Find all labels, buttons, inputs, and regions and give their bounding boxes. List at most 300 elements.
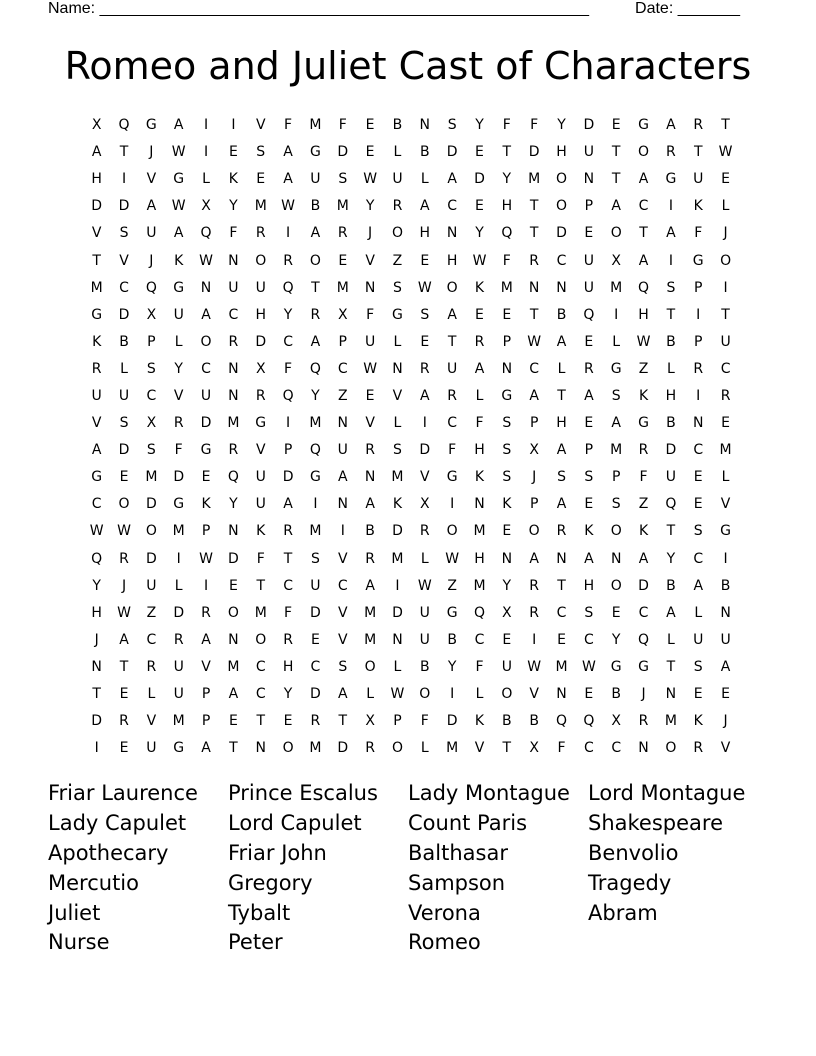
grid-letter: U (447, 360, 458, 377)
grid-letter: O (528, 523, 540, 540)
grid-letter: D (118, 198, 130, 215)
grid-letter: W (390, 686, 405, 703)
grid-letter: K (201, 496, 211, 513)
grid-letter: G (173, 740, 185, 757)
grid-letter: T (529, 306, 539, 323)
word-list-item: Sampson (408, 870, 506, 895)
grid-letter: X (611, 713, 621, 730)
grid-letter: E (365, 144, 375, 161)
word-list-item: Lady Montague (408, 781, 570, 805)
grid-letter: O (665, 740, 677, 757)
grid-letter: K (174, 252, 184, 269)
grid-letter: G (638, 117, 649, 134)
grid-letter: N (228, 252, 239, 269)
grid-letter: A (119, 631, 129, 648)
grid-letter: R (720, 387, 731, 404)
grid-letter: K (474, 469, 485, 486)
grid-letter: I (203, 117, 209, 134)
grid-letter: Y (365, 198, 375, 215)
grid-letter: D (282, 469, 294, 486)
grid-letter: Y (229, 198, 238, 215)
grid-letter: E (201, 469, 211, 486)
grid-letter: J (723, 225, 728, 242)
grid-letter: B (419, 658, 430, 675)
grid-letter: R (255, 225, 266, 242)
grid-letter: V (91, 225, 102, 242)
grid-letter: V (420, 469, 430, 486)
grid-letter: G (638, 658, 649, 675)
grid-letter: U (583, 279, 594, 296)
grid-letter: O (309, 252, 321, 269)
grid-letter: R (365, 740, 375, 757)
grid-letter: C (255, 658, 266, 675)
grid-letter: C (720, 360, 731, 377)
grid-letter: G (446, 469, 458, 486)
grid-letter: S (338, 658, 348, 675)
grid-row (83, 166, 741, 193)
grid-letter: H (255, 306, 266, 323)
grid-letter: E (475, 306, 484, 323)
grid-letter: I (668, 252, 673, 269)
grid-letter: Z (337, 387, 348, 404)
grid-letter: N (610, 550, 622, 567)
grid-letter: A (638, 171, 649, 188)
grid-letter: E (502, 523, 512, 540)
grid-letter: S (584, 604, 594, 621)
grid-letter: W (445, 550, 460, 567)
grid-letter: V (365, 252, 375, 269)
grid-letter: D (310, 604, 321, 621)
grid-letter: G (309, 144, 321, 161)
grid-letter: I (723, 279, 728, 296)
grid-letter: Y (174, 360, 183, 377)
grid-letter: C (146, 387, 157, 404)
grid-letter: P (584, 198, 594, 215)
grid-letter: F (284, 117, 293, 134)
grid-row (83, 329, 741, 356)
grid-row (83, 464, 741, 491)
grid-letter: C (228, 306, 239, 323)
word-list-item: Benvolio (588, 840, 679, 865)
grid-letter: S (146, 442, 156, 459)
grid-letter: O (282, 740, 294, 757)
grid-letter: M (309, 523, 322, 540)
grid-letter: P (201, 523, 211, 540)
grid-row (83, 275, 741, 302)
grid-letter: I (203, 144, 209, 161)
grid-letter: N (255, 740, 266, 757)
grid-letter: Q (118, 117, 130, 134)
grid-letter: H (638, 306, 649, 323)
grid-letter: S (447, 117, 457, 134)
grid-letter: T (529, 225, 539, 242)
grid-letter: P (147, 333, 156, 350)
page-title: Romeo and Juliet Cast of Characters (64, 44, 752, 88)
grid-letter: N (200, 279, 212, 296)
grid-letter: N (337, 496, 348, 513)
grid-letter: U (146, 225, 157, 242)
grid-letter: A (529, 387, 539, 404)
grid-letter: W (171, 144, 186, 161)
grid-letter: G (720, 523, 731, 540)
grid-letter: U (720, 631, 731, 648)
grid-letter: W (527, 333, 542, 350)
grid-letter: K (256, 523, 266, 540)
grid-letter: M (172, 523, 185, 540)
grid-letter: X (255, 360, 266, 377)
grid-letter: M (145, 469, 158, 486)
grid-letter: F (557, 740, 566, 757)
grid-letter: K (474, 279, 485, 296)
grid-letter: N (228, 523, 239, 540)
grid-letter: W (363, 171, 378, 188)
grid-letter: S (693, 658, 703, 675)
grid-letter: Q (145, 279, 157, 296)
grid-letter: F (420, 713, 429, 730)
grid-letter: E (420, 252, 430, 269)
grid-letter: X (146, 415, 157, 432)
grid-letter: G (91, 469, 103, 486)
grid-letter: C (337, 360, 348, 377)
grid-row (83, 356, 741, 383)
grid-letter: C (638, 198, 649, 215)
grid-letter: U (255, 469, 266, 486)
grid-letter: E (584, 686, 594, 703)
grid-letter: E (584, 496, 594, 513)
grid-letter: G (610, 360, 622, 377)
grid-letter: O (446, 279, 458, 296)
grid-letter: A (447, 171, 457, 188)
grid-letter: T (119, 658, 129, 675)
grid-letter: J (368, 225, 373, 242)
grid-row (83, 627, 741, 654)
grid-letter: U (665, 469, 677, 486)
grid-letter: H (474, 442, 485, 459)
grid-letter: A (720, 658, 731, 675)
grid-letter: S (502, 442, 512, 459)
grid-letter: L (666, 360, 675, 377)
grid-letter: R (91, 360, 102, 377)
grid-letter: O (118, 496, 130, 513)
grid-letter: S (502, 415, 512, 432)
grid-letter: W (171, 198, 186, 215)
grid-letter: E (721, 415, 730, 432)
grid-letter: B (310, 198, 321, 215)
grid-letter: O (419, 686, 431, 703)
grid-letter: F (475, 658, 484, 675)
grid-letter: A (310, 225, 321, 242)
grid-letter: E (119, 686, 129, 703)
grid-letter: W (417, 279, 432, 296)
grid-letter: X (201, 198, 211, 215)
grid-letter: Y (502, 171, 512, 188)
grid-letter: C (693, 442, 704, 459)
grid-letter: O (145, 523, 157, 540)
grid-letter: S (666, 279, 676, 296)
grid-letter: F (256, 550, 265, 567)
grid-letter: O (391, 740, 403, 757)
grid-letter: F (366, 306, 375, 323)
grid-letter: V (119, 252, 129, 269)
grid-letter: U (419, 631, 430, 648)
grid-letter: A (584, 387, 594, 404)
grid-letter: O (638, 144, 650, 161)
grid-letter: G (145, 117, 157, 134)
grid-letter: H (501, 198, 513, 215)
grid-letter: N (528, 279, 540, 296)
grid-letter: Q (309, 442, 321, 459)
grid-letter: R (310, 713, 321, 730)
grid-row (83, 654, 741, 681)
grid-letter: K (502, 496, 512, 513)
grid-letter: L (666, 631, 675, 648)
grid-letter: W (417, 577, 432, 594)
grid-letter: D (91, 198, 103, 215)
grid-letter: A (228, 686, 239, 703)
grid-letter: S (611, 496, 621, 513)
grid-letter: R (419, 360, 430, 377)
grid-letter: I (203, 577, 209, 594)
grid-letter: C (638, 604, 649, 621)
word-list-item: Balthasar (408, 840, 508, 865)
grid-letter: D (310, 686, 321, 703)
name-field-label: Name: _______________________________________________________ (48, 0, 589, 17)
grid-letter: I (668, 198, 673, 215)
grid-letter: D (118, 306, 130, 323)
grid-letter: I (340, 523, 345, 540)
grid-letter: C (556, 252, 567, 269)
grid-letter: M (391, 469, 404, 486)
grid-letter: I (395, 577, 400, 594)
grid-letter: G (173, 279, 185, 296)
grid-letter: L (420, 171, 429, 188)
grid-letter: K (638, 387, 649, 404)
grid-letter: S (584, 469, 594, 486)
grid-letter: U (364, 333, 376, 350)
grid-letter: L (393, 415, 402, 432)
grid-letter: R (119, 550, 129, 567)
grid-letter: D (145, 550, 157, 567)
grid-letter: J (121, 577, 127, 594)
grid-letter: H (91, 604, 102, 621)
grid-letter: E (693, 469, 703, 486)
grid-letter: G (665, 171, 677, 188)
word-list-item: Tragedy (588, 870, 672, 895)
grid-letter: X (337, 306, 348, 323)
grid-letter: L (120, 360, 128, 377)
grid-letter: A (283, 496, 293, 513)
grid-letter: K (392, 496, 403, 513)
grid-letter: A (556, 496, 567, 513)
grid-letter: A (638, 550, 649, 567)
grid-letter: E (256, 171, 266, 188)
grid-letter: U (720, 333, 731, 350)
grid-letter: Q (282, 387, 294, 404)
grid-letter: U (173, 658, 184, 675)
grid-letter: E (693, 496, 703, 513)
grid-letter: N (364, 469, 376, 486)
grid-letter: U (200, 387, 212, 404)
grid-letter: I (286, 225, 291, 242)
grid-letter: W (89, 523, 104, 540)
grid-letter: A (146, 198, 157, 215)
grid-letter: G (91, 306, 103, 323)
grid-letter: E (584, 415, 594, 432)
grid-letter: D (474, 171, 485, 188)
grid-letter: Z (638, 360, 649, 377)
grid-letter: N (392, 360, 403, 377)
grid-row (83, 681, 741, 708)
grid-letter: V (337, 604, 348, 621)
grid-letter: S (611, 387, 621, 404)
grid-letter: Y (283, 306, 293, 323)
grid-letter: B (419, 144, 430, 161)
grid-letter: X (365, 713, 375, 730)
grid-letter: U (583, 252, 594, 269)
grid-letter: Y (557, 117, 566, 134)
grid-letter: P (611, 469, 621, 486)
grid-letter: D (255, 333, 267, 350)
date-field-label: Date: _______ (635, 0, 740, 17)
grid-letter: W (636, 333, 651, 350)
grid-letter: P (529, 415, 539, 432)
grid-row (83, 410, 741, 437)
grid-letter: W (527, 658, 542, 675)
grid-letter: U (693, 631, 704, 648)
word-list-item: Juliet (48, 900, 101, 925)
word-list-item: Nurse (48, 930, 110, 955)
grid-letter: P (283, 442, 293, 459)
grid-row (83, 139, 741, 166)
grid-letter: P (529, 496, 539, 513)
grid-letter: B (447, 631, 457, 648)
grid-letter: S (119, 415, 129, 432)
grid-letter: T (529, 198, 539, 215)
grid-letter: A (584, 550, 594, 567)
grid-letter: S (557, 469, 566, 486)
grid-letter: O (200, 333, 212, 350)
grid-letter: O (364, 658, 376, 675)
grid-letter: L (420, 550, 429, 567)
grid-letter: J (149, 144, 154, 161)
grid-letter: A (91, 144, 102, 161)
grid-letter: A (365, 496, 375, 513)
grid-letter: U (146, 740, 157, 757)
grid-letter: U (255, 496, 266, 513)
grid-letter: U (693, 171, 704, 188)
grid-letter: A (556, 333, 567, 350)
grid-letter: N (392, 631, 403, 648)
grid-letter: T (92, 252, 101, 269)
grid-letter: H (583, 577, 595, 594)
header (48, 0, 740, 20)
grid-letter: S (420, 306, 430, 323)
grid-row (83, 193, 741, 220)
grid-letter: Q (665, 496, 677, 513)
grid-letter: N (228, 631, 239, 648)
grid-letter: O (446, 523, 458, 540)
grid-letter: W (718, 144, 733, 161)
grid-letter: T (502, 740, 512, 757)
grid-letter: L (721, 469, 730, 486)
grid-letter: C (529, 360, 540, 377)
grid-letter: D (200, 415, 212, 432)
grid-letter: M (309, 415, 322, 432)
grid-row (83, 383, 741, 410)
grid-letter: M (446, 740, 459, 757)
grid-letter: E (420, 333, 430, 350)
grid-letter: D (173, 604, 185, 621)
word-list-item: Shakespeare (588, 810, 723, 835)
grid-letter: L (694, 604, 703, 621)
grid-letter: O (610, 225, 622, 242)
grid-letter: J (641, 686, 646, 703)
grid-letter: V (255, 442, 266, 459)
grid-letter: G (200, 442, 212, 459)
grid-letter: R (638, 713, 649, 730)
grid-letter: L (557, 360, 566, 377)
grid-letter: M (610, 442, 623, 459)
grid-letter: O (556, 198, 568, 215)
grid-row (83, 302, 741, 329)
grid-letter: D (91, 713, 103, 730)
grid-letter: R (529, 577, 540, 594)
grid-letter: E (365, 117, 375, 134)
grid-letter: M (719, 442, 732, 459)
grid-letter: I (450, 686, 455, 703)
grid-letter: E (611, 604, 621, 621)
grid-letter: R (173, 415, 184, 432)
grid-letter: D (228, 550, 239, 567)
grid-letter: Z (146, 604, 157, 621)
grid-letter: F (502, 252, 511, 269)
grid-letter: Y (611, 631, 621, 648)
grid-letter: K (92, 333, 102, 350)
grid-letter: A (91, 442, 102, 459)
grid-letter: T (447, 333, 457, 350)
grid-letter: V (529, 686, 539, 703)
grid-letter: N (556, 550, 567, 567)
grid-letter: T (283, 550, 293, 567)
grid-letter: F (502, 117, 511, 134)
grid-row (83, 518, 741, 545)
grid-letter: G (309, 469, 321, 486)
grid-letter: B (611, 686, 621, 703)
word-list (48, 779, 768, 958)
grid-letter: N (228, 360, 239, 377)
grid-letter: W (363, 360, 378, 377)
grid-letter: Q (227, 469, 239, 486)
word-list-item: Romeo (408, 930, 481, 955)
grid-letter: C (474, 631, 485, 648)
grid-letter: D (337, 144, 349, 161)
grid-letter: B (666, 333, 676, 350)
grid-letter: R (529, 252, 540, 269)
grid-letter: I (313, 496, 318, 513)
grid-letter: D (392, 604, 403, 621)
grid-letter: Z (392, 252, 403, 269)
word-search-grid (83, 112, 741, 762)
grid-letter: N (91, 658, 102, 675)
grid-letter: D (118, 442, 130, 459)
grid-letter: H (282, 658, 294, 675)
grid-letter: M (391, 550, 404, 567)
grid-letter: Q (282, 279, 294, 296)
grid-letter: E (502, 306, 512, 323)
word-list-item: Count Paris (408, 810, 528, 835)
grid-letter: Z (638, 496, 649, 513)
grid-letter: T (229, 740, 238, 757)
